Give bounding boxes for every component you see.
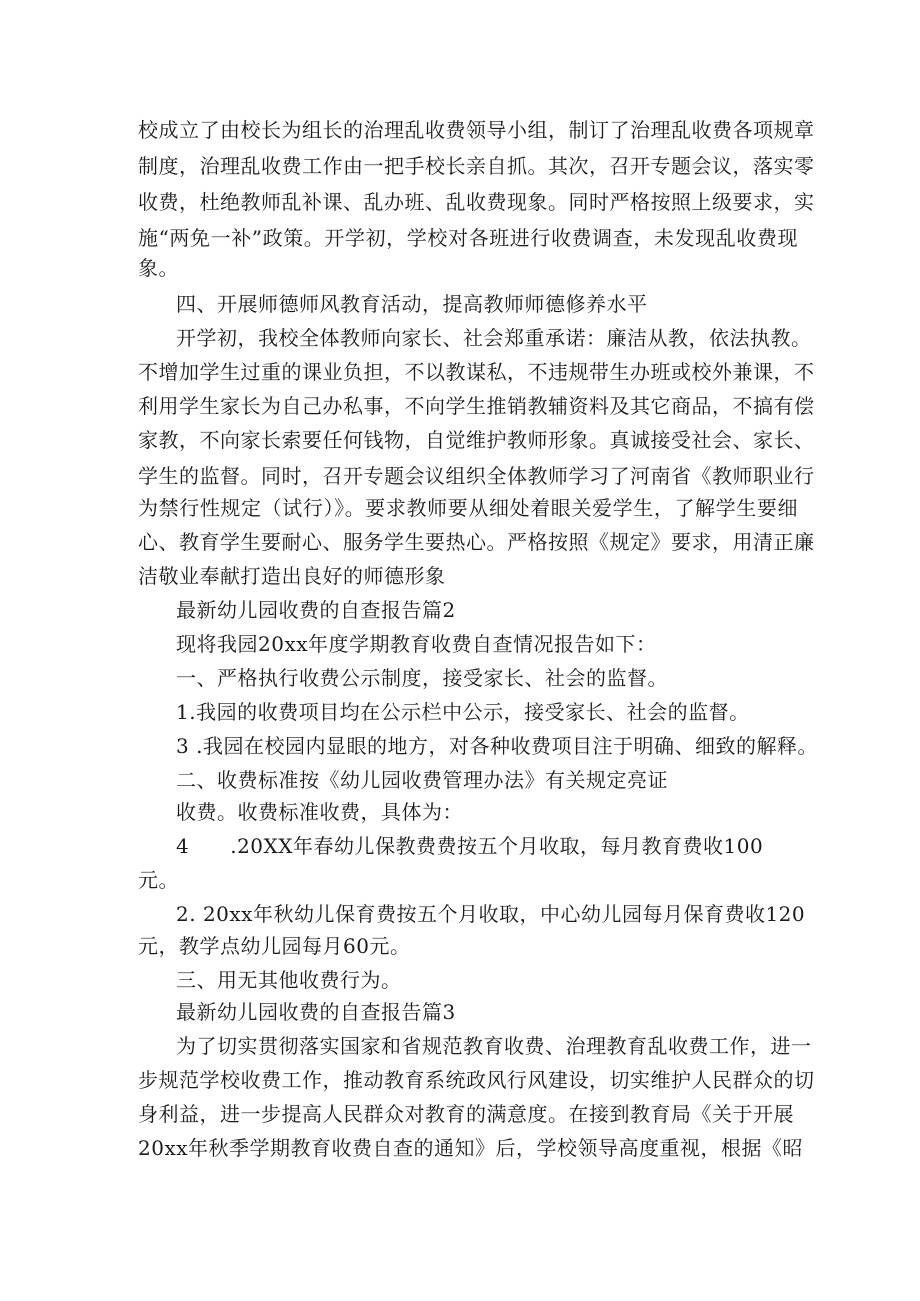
section-title: 最新幼儿园收费的自查报告篇2: [176, 598, 456, 622]
text-line: 家教，不向家长索要任何钱物，自觉维护教师形象。真诚接受社会、家长、: [138, 428, 815, 452]
text-line: 不增加学生过重的课业负担，不以教谋私，不违规带生办班或校外兼课，不: [138, 360, 815, 384]
text-line: 2. 20xx年秋幼儿保育费按五个月收取，中心幼儿园每月保育费收120: [176, 902, 806, 926]
text-line: 元，教学点幼儿园每月60元。: [138, 934, 411, 958]
text-line: 制度，治理乱收费工作由一把手校长亲自抓。其次，召开专题会议，落实零: [138, 154, 815, 178]
text-line: 心、教育学生要耐心、服务学生要热心。严格按照《规定》要求，用清正廉: [138, 530, 815, 554]
text-line: 收费，杜绝教师乱补课、乱办班、乱收费现象。同时严格按照上级要求，实: [138, 190, 815, 214]
text-line: 校成立了由校长为组长的治理乱收费领导小组，制订了治理乱收费各项规章: [138, 118, 815, 142]
text-line: 一、严格执行收费公示制度，接受家长、社会的监督。: [176, 666, 668, 690]
text-line: 为了切实贯彻落实国家和省规范教育收费、治理教育乱收费工作，进一: [176, 1034, 812, 1058]
text-line: 利用学生家长为自己办私事，不向学生推销教辅资料及其它商品，不搞有偿: [138, 394, 815, 418]
text-line: 三、用无其他收费行为。: [176, 968, 402, 992]
text-line: 3 .我园在校园内显眼的地方，对各种收费项目注于明确、细致的解释。: [176, 734, 818, 758]
text-line: 1.我园的收费项目均在公示栏中公示，接受家长、社会的监督。: [176, 700, 750, 724]
text-line: 学生的监督。同时，召开专题会议组织全体教师学习了河南省《教师职业行: [138, 464, 815, 488]
text-line: 元。: [138, 868, 179, 892]
text-line: 二、收费标准按《幼儿园收费管理办法》有关规定亮证: [176, 768, 668, 792]
section-title: 最新幼儿园收费的自查报告篇3: [176, 1000, 456, 1024]
text-line: 洁敬业奉献打造出良好的师德形象: [138, 564, 446, 588]
text-line: 收费。收费标准收费，具体为：: [176, 800, 463, 824]
text-line: 身利益，进一步提高人民群众对教育的满意度。在接到教育局《关于开展: [138, 1102, 794, 1126]
text-line: 4 .20XX年春幼儿保教费费按五个月收取，每月教育费收100: [176, 834, 764, 858]
text-line: 施“两免一补”政策。开学初，学校对各班进行收费调查，未发现乱收费现: [138, 226, 798, 250]
text-line: 步规范学校收费工作，推动教育系统政风行风建设，切实维护人民群众的切: [138, 1068, 815, 1092]
section-heading: 四、开展师德师风教育活动，提高教师师德修养水平: [176, 292, 648, 316]
text-line: 20xx年秋季学期教育收费自查的通知》后，学校领导高度重视，根据《昭: [138, 1136, 804, 1160]
text-line: 现将我园20xx年度学期教育收费自查情况报告如下：: [176, 632, 657, 656]
text-line: 象。: [138, 256, 179, 280]
text-line: 开学初，我校全体教师向家长、社会郑重承诺：廉洁从教，依法执教。: [176, 326, 812, 350]
text-line: 为禁行性规定（试行）》。要求教师要从细处着眼关爱学生，了解学生要细: [138, 496, 798, 520]
